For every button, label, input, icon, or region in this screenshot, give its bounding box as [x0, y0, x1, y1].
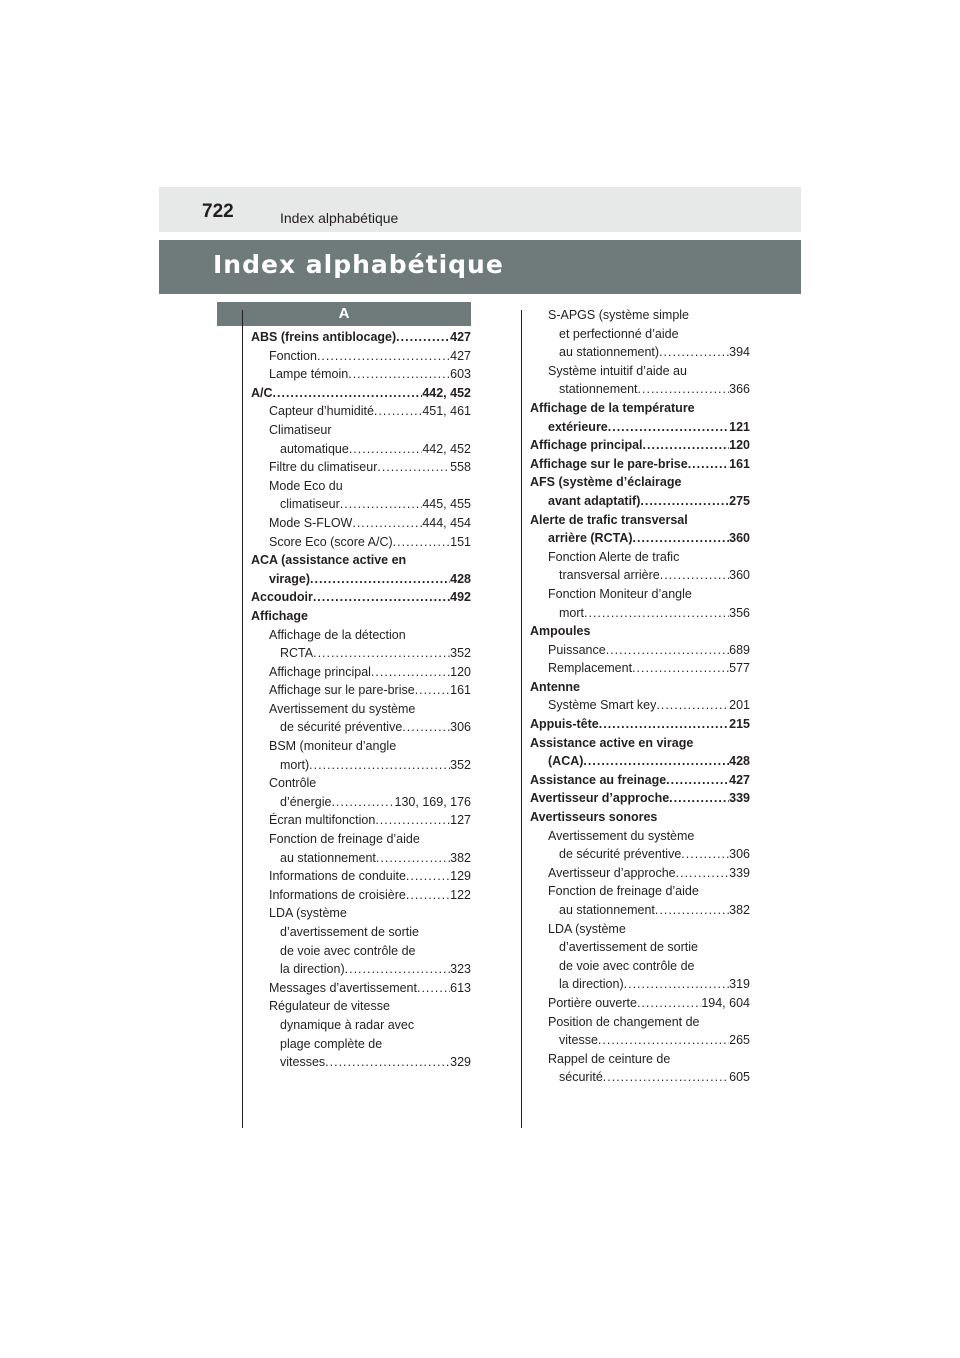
index-entry [530, 1013, 750, 1032]
index-entry-text: dynamique à radar avec [280, 1017, 415, 1032]
index-entry [530, 622, 750, 641]
leader-dots [632, 659, 729, 678]
leader-dots [273, 384, 423, 403]
index-entry [251, 997, 471, 1016]
index-entry-text: Fonction de freinage d’aide [269, 832, 420, 847]
index-entry-page: 451, 461 [422, 404, 471, 419]
index-entry [530, 436, 750, 455]
leader-dots [345, 960, 451, 979]
index-entry-text: vitesse [559, 1033, 598, 1048]
index-entry-text: la direction) [559, 977, 624, 992]
index-entry-text: Mode Eco du [269, 478, 343, 493]
index-entry-text: plage complète de [280, 1036, 383, 1051]
index-entry [530, 399, 750, 418]
index-entry [251, 607, 471, 626]
index-entry [530, 604, 750, 623]
index-entry-page: 319 [729, 977, 750, 992]
index-entry-page: 151 [450, 534, 471, 549]
leader-dots [313, 644, 450, 663]
index-entry-text: Remplacement [548, 661, 633, 676]
index-entry-page: 161 [729, 456, 750, 471]
leader-dots [417, 979, 450, 998]
index-entry [251, 830, 471, 849]
index-entry-text: ACA (assistance active en [251, 553, 407, 568]
index-entry-page: 215 [729, 717, 750, 732]
index-entry-text: Avertissement du système [548, 828, 695, 843]
index-entry [530, 938, 750, 957]
index-entry-page: 306 [450, 720, 471, 735]
index-entry-page: 352 [450, 646, 471, 661]
index-entry-text: Informations de croisière [269, 887, 406, 902]
leader-dots [655, 901, 729, 920]
index-entry [530, 566, 750, 585]
leader-dots [406, 886, 450, 905]
index-entry-page: 356 [729, 605, 750, 620]
index-entry [530, 492, 750, 511]
leader-dots [396, 328, 450, 347]
index-entry-page: 394 [729, 345, 750, 360]
leader-dots [349, 440, 423, 459]
index-entry-text: mort) [280, 757, 310, 772]
index-entry [530, 529, 750, 548]
index-entry [251, 681, 471, 700]
index-entry-text: Score Eco (score A/C) [269, 534, 393, 549]
index-entry [251, 886, 471, 905]
index-entry-text: stationnement [559, 382, 638, 397]
index-entry [251, 495, 471, 514]
index-entry-text: BSM (moniteur d’angle [269, 739, 397, 754]
index-entry-text: Portière ouverte [548, 995, 637, 1010]
leader-dots [624, 975, 730, 994]
leader-dots [681, 845, 729, 864]
index-entry [530, 418, 750, 437]
index-entry-text: Affichage principal [530, 438, 643, 453]
index-entry [251, 551, 471, 570]
index-entry-page: 442, 452 [422, 385, 471, 400]
index-entry [530, 548, 750, 567]
index-entry-text: Climatiseur [269, 422, 332, 437]
leader-dots [340, 495, 423, 514]
index-entry [251, 811, 471, 830]
index-entry-text: de sécurité préventive [280, 720, 403, 735]
index-entry-text: au stationnement [280, 850, 376, 865]
leader-dots [638, 380, 730, 399]
index-entry [251, 347, 471, 366]
index-entry-text: d’avertissement de sortie [280, 925, 419, 939]
index-entry-page: 382 [450, 850, 471, 865]
index-entry-text: Affichage sur le pare-brise [269, 683, 415, 698]
index-entry [251, 458, 471, 477]
index-entry [251, 718, 471, 737]
index-entry-text: Système Smart key [548, 698, 657, 713]
index-entry [251, 923, 471, 942]
leader-dots [402, 718, 450, 737]
page-number: 722 [202, 201, 234, 222]
index-entry-text: Affichage sur le pare-brise [530, 456, 688, 471]
index-entry [251, 440, 471, 459]
index-entry [530, 511, 750, 530]
index-entry [251, 960, 471, 979]
index-entry [530, 343, 750, 362]
index-entry-page: 445, 455 [422, 497, 471, 512]
index-entry [530, 455, 750, 474]
index-entry-text: S-APGS (système simple [548, 308, 690, 322]
index-column-1 [251, 328, 471, 1072]
index-entry [530, 380, 750, 399]
index-entry-text: Accoudoir [251, 590, 313, 605]
index-entry-page: 360 [729, 568, 750, 583]
index-entry-text: extérieure [548, 419, 608, 434]
index-entry [251, 700, 471, 719]
index-entry-text: Avertisseur d’approche [530, 791, 670, 806]
index-entry-page: 352 [450, 757, 471, 772]
leader-dots [606, 641, 729, 660]
index-entry [530, 752, 750, 771]
index-entry-page: 130, 169, 176 [394, 794, 471, 809]
index-entry-page: 329 [450, 1055, 471, 1070]
index-entry-page: 492 [450, 590, 471, 605]
index-entry-text: Fonction [269, 348, 317, 363]
index-entry-text: Contrôle [269, 776, 317, 791]
index-entry-text: avant adaptatif) [548, 493, 641, 508]
index-entry-page: 605 [729, 1070, 750, 1085]
index-entry-text: Ampoules [530, 624, 591, 639]
index-entry-text: vitesses [280, 1055, 326, 1070]
index-entry [251, 570, 471, 589]
leader-dots [584, 604, 729, 623]
index-entry-text: Alerte de trafic transversal [530, 512, 688, 527]
index-entry-page: 120 [729, 438, 750, 453]
index-entry [530, 957, 750, 976]
index-entry-text: A/C [251, 385, 273, 400]
index-entry-page: 444, 454 [422, 515, 471, 530]
index-entry-text: de sécurité préventive [559, 847, 682, 862]
leader-dots [317, 347, 450, 366]
running-header-title: Index alphabétique [280, 210, 399, 226]
leader-dots [643, 436, 730, 455]
index-entry-page: 306 [729, 847, 750, 862]
index-entry [530, 994, 750, 1013]
index-entry-page: 577 [729, 661, 750, 676]
index-entry-page: 558 [450, 460, 471, 475]
index-entry [530, 696, 750, 715]
index-entry [251, 365, 471, 384]
index-entry-text: au stationnement) [559, 345, 660, 360]
index-entry [251, 644, 471, 663]
index-entry-page: 265 [729, 1033, 750, 1048]
index-entry-text: Assistance active en virage [530, 735, 694, 750]
index-entry-page: 323 [450, 962, 471, 977]
index-entry-page: 121 [729, 419, 750, 434]
index-entry-page: 194, 604 [701, 995, 750, 1010]
index-entry-page: 129 [450, 869, 471, 884]
leader-dots [659, 343, 729, 362]
index-letter-heading: A [217, 302, 471, 326]
index-entry-page: 442, 452 [422, 441, 471, 456]
index-entry [530, 473, 750, 492]
index-entry-page: 382 [729, 903, 750, 917]
index-entry-text: d’avertissement de sortie [559, 940, 698, 955]
index-entry [251, 979, 471, 998]
leader-dots [637, 994, 701, 1013]
leader-dots [666, 771, 729, 790]
index-entry-text: LDA (système [548, 921, 626, 936]
index-entry-text: Affichage de la température [530, 400, 695, 415]
index-entry-page: 427 [450, 348, 471, 363]
index-entry-text: transversal arrière [559, 568, 660, 583]
index-entry-text: Avertissement du système [269, 701, 416, 716]
index-entry-text: Système intuitif d’aide au [548, 363, 687, 378]
leader-dots [352, 514, 422, 533]
index-entry [251, 477, 471, 496]
index-entry [251, 328, 471, 347]
index-entry [530, 1031, 750, 1050]
index-entry [530, 306, 750, 325]
index-entry-page: 427 [450, 330, 471, 344]
index-entry [251, 626, 471, 645]
index-entry-text: Antenne [530, 679, 580, 694]
leader-dots [688, 455, 729, 474]
index-entry [251, 1035, 471, 1054]
index-entry [530, 808, 750, 827]
index-entry-text: sécurité [559, 1070, 603, 1085]
column-divider-left [242, 310, 243, 1128]
index-entry-text: de voie avec contrôle de [280, 943, 416, 958]
index-entry [530, 882, 750, 901]
index-entry [251, 737, 471, 756]
index-entry [530, 734, 750, 753]
index-entry-text: Affichage principal [269, 664, 371, 679]
leader-dots [599, 715, 729, 734]
index-entry-text: Messages d’avertissement [269, 980, 417, 995]
index-entry [251, 793, 471, 812]
index-entry-text: AFS (système d’éclairage [530, 475, 682, 490]
index-entry-page: 120 [450, 664, 471, 679]
index-entry [530, 659, 750, 678]
index-entry-text: automatique [280, 441, 349, 456]
leader-dots [371, 663, 450, 682]
leader-dots [313, 588, 450, 607]
index-entry-page: 127 [450, 813, 471, 828]
column-divider-right [521, 310, 522, 1128]
index-entry-text: Informations de conduite [269, 869, 406, 884]
leader-dots [608, 418, 729, 437]
index-entry [251, 1053, 471, 1072]
index-entry-text: RCTA [280, 646, 314, 661]
leader-dots [656, 696, 729, 715]
index-entry-text: Puissance [548, 642, 606, 657]
index-entry [530, 975, 750, 994]
index-entry [251, 1016, 471, 1035]
index-entry-text: Affichage [251, 608, 308, 623]
leader-dots [325, 1053, 450, 1072]
index-entry-page: 201 [729, 698, 750, 713]
index-entry-text: Avertisseurs sonores [530, 810, 658, 825]
index-column-2 [530, 306, 750, 1087]
index-entry [251, 774, 471, 793]
index-entry [530, 827, 750, 846]
index-entry [251, 942, 471, 961]
leader-dots [309, 756, 450, 775]
index-entry-page: 339 [729, 865, 750, 880]
leader-dots [375, 811, 450, 830]
index-entry-page: 428 [450, 571, 471, 586]
index-entry [530, 585, 750, 604]
index-entry-text: la direction) [280, 962, 345, 977]
index-entry-page: 603 [450, 367, 471, 382]
index-entry-text: ABS (freins antiblocage) [251, 330, 397, 344]
leader-dots [374, 402, 422, 421]
index-entry [251, 514, 471, 533]
index-entry-text: Appuis-tête [530, 717, 599, 732]
index-entry [530, 715, 750, 734]
index-entry-text: Assistance au freinage [530, 772, 667, 787]
leader-dots [348, 365, 450, 384]
index-entry-text: arrière (RCTA) [548, 531, 633, 546]
index-entry-text: mort [559, 605, 584, 620]
index-entry-page: 427 [729, 772, 750, 787]
index-entry [251, 421, 471, 440]
leader-dots [633, 529, 730, 548]
leader-dots [310, 570, 450, 589]
index-entry-text: virage) [269, 571, 310, 586]
leader-dots [583, 752, 729, 771]
index-entry [530, 678, 750, 697]
index-entry-text: Avertisseur d’approche [548, 865, 676, 880]
index-entry [530, 864, 750, 883]
index-entry [530, 845, 750, 864]
leader-dots [669, 789, 729, 808]
index-entry-text: climatiseur [280, 497, 340, 512]
leader-dots [406, 867, 450, 886]
leader-dots [660, 566, 729, 585]
index-entry-text: Fonction Alerte de trafic [548, 549, 680, 564]
index-entry-text: Fonction Moniteur d’angle [548, 586, 692, 601]
index-entry [251, 663, 471, 682]
index-entry [251, 384, 471, 403]
index-entry [251, 588, 471, 607]
index-entry [530, 362, 750, 381]
index-entry-text: de voie avec contrôle de [559, 958, 695, 973]
index-entry [530, 325, 750, 344]
index-entry-page: 613 [450, 980, 471, 995]
leader-dots [676, 864, 730, 883]
leader-dots [640, 492, 729, 511]
running-header [159, 187, 801, 232]
index-entry-text: Écran multifonction [269, 813, 376, 828]
leader-dots [377, 458, 450, 477]
index-entry-page: 275 [729, 493, 750, 508]
index-entry-text: d’énergie [280, 794, 332, 809]
index-entry [530, 771, 750, 790]
index-entry [530, 920, 750, 939]
index-entry [251, 533, 471, 552]
index-entry-text: (ACA) [548, 754, 584, 769]
index-entry-text: Mode S-FLOW [269, 515, 353, 530]
index-entry-text: Rappel de ceinture de [548, 1051, 671, 1066]
leader-dots [331, 793, 394, 812]
leader-dots [598, 1031, 729, 1050]
index-entry-text: Position de changement de [548, 1014, 700, 1029]
index-entry-page: 428 [729, 754, 750, 769]
index-entry-text: Lampe témoin [269, 367, 349, 382]
index-entry-page: 161 [450, 683, 471, 698]
index-entry-page: 366 [729, 382, 750, 397]
index-entry [530, 1050, 750, 1069]
index-entry [251, 904, 471, 923]
section-title: Index alphabétique [213, 250, 504, 279]
index-entry [251, 756, 471, 775]
index-entry-text: Filtre du climatiseur [269, 460, 378, 475]
index-entry [530, 641, 750, 660]
index-entry-text: Fonction de freinage d’aide [548, 884, 699, 899]
index-entry [530, 1068, 750, 1087]
index-entry-page: 689 [729, 642, 750, 657]
leader-dots [603, 1068, 729, 1087]
leader-dots [376, 849, 450, 868]
index-entry-text: et perfectionné d’aide [559, 326, 679, 341]
section-title-band [159, 240, 801, 294]
leader-dots [393, 533, 450, 552]
index-entry-page: 360 [729, 531, 750, 546]
index-entry [251, 867, 471, 886]
index-entry [251, 402, 471, 421]
index-entry [530, 901, 750, 920]
index-entry-text: LDA (système [269, 906, 347, 921]
leader-dots [415, 681, 450, 700]
index-entry-text: Régulateur de vitesse [269, 999, 390, 1014]
index-entry-text: Capteur d’humidité [269, 404, 374, 419]
index-entry-text: au stationnement [559, 903, 655, 917]
index-entry-text: Affichage de la détection [269, 627, 406, 642]
index-entry-page: 122 [450, 887, 471, 902]
index-entry [251, 849, 471, 868]
index-entry-page: 339 [729, 791, 750, 806]
index-entry [530, 789, 750, 808]
